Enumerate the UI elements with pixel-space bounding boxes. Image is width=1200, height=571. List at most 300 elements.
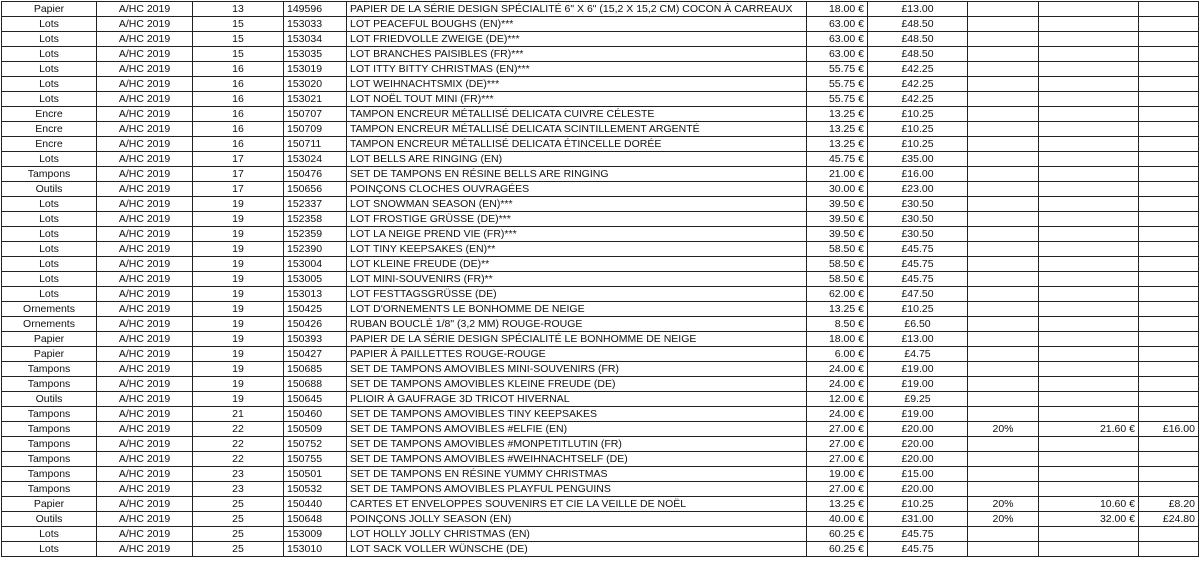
price-gbp-cell: £48.50: [868, 32, 968, 47]
sale-gbp-cell: [1139, 197, 1199, 212]
catalog-cell: A/HC 2019: [97, 437, 193, 452]
sale-eur-cell: [1039, 527, 1139, 542]
price-gbp-cell: £45.75: [868, 242, 968, 257]
sale-eur-cell: [1039, 137, 1139, 152]
price-eur-cell: 12.00 €: [807, 392, 868, 407]
category-cell: Encre: [2, 107, 97, 122]
discount-cell: [968, 197, 1039, 212]
catalog-cell: A/HC 2019: [97, 122, 193, 137]
page-cell: 13: [193, 2, 284, 17]
table-row: [2, 272, 1199, 287]
page-cell: 17: [193, 152, 284, 167]
price-eur-cell: 27.00 €: [807, 482, 868, 497]
category-cell: Encre: [2, 137, 97, 152]
sale-eur-cell: [1039, 47, 1139, 62]
sale-gbp-cell: [1139, 152, 1199, 167]
item-number-cell: 152337: [284, 197, 347, 212]
sale-gbp-cell: [1139, 482, 1199, 497]
price-gbp-cell: £19.00: [868, 377, 968, 392]
discount-cell: [968, 152, 1039, 167]
sale-gbp-cell: [1139, 437, 1199, 452]
category-cell: Lots: [2, 242, 97, 257]
description-cell: CARTES ET ENVELOPPES SOUVENIRS ET CIE LA VEILLE DE NOËL: [347, 497, 807, 512]
page-cell: 19: [193, 362, 284, 377]
catalog-cell: A/HC 2019: [97, 422, 193, 437]
item-number-cell: 150509: [284, 422, 347, 437]
item-number-cell: 150425: [284, 302, 347, 317]
price-eur-cell: 60.25 €: [807, 527, 868, 542]
sale-gbp-cell: [1139, 332, 1199, 347]
page-cell: 16: [193, 107, 284, 122]
catalog-cell: A/HC 2019: [97, 347, 193, 362]
price-gbp-cell: £10.25: [868, 107, 968, 122]
category-cell: Lots: [2, 152, 97, 167]
description-cell: LOT SACK VOLLER WÜNSCHE (DE): [347, 542, 807, 557]
price-gbp-cell: £45.75: [868, 527, 968, 542]
price-gbp-cell: £35.00: [868, 152, 968, 167]
price-eur-cell: 55.75 €: [807, 77, 868, 92]
price-eur-cell: 8.50 €: [807, 317, 868, 332]
price-eur-cell: 18.00 €: [807, 332, 868, 347]
description-cell: SET DE TAMPONS EN RÉSINE BELLS ARE RINGING: [347, 167, 807, 182]
category-cell: Encre: [2, 122, 97, 137]
price-eur-cell: 13.25 €: [807, 107, 868, 122]
description-cell: LOT FROSTIGE GRÜSSE (DE)***: [347, 212, 807, 227]
sale-gbp-cell: [1139, 542, 1199, 557]
description-cell: POINÇONS JOLLY SEASON (EN): [347, 512, 807, 527]
category-cell: Lots: [2, 212, 97, 227]
table-row: [2, 332, 1199, 347]
catalog-cell: A/HC 2019: [97, 137, 193, 152]
sale-eur-cell: 21.60 €: [1039, 422, 1139, 437]
description-cell: SET DE TAMPONS AMOVIBLES MINI-SOUVENIRS (FR): [347, 362, 807, 377]
category-cell: Lots: [2, 272, 97, 287]
sale-eur-cell: [1039, 62, 1139, 77]
page-cell: 19: [193, 257, 284, 272]
discount-cell: [968, 437, 1039, 452]
price-eur-cell: 24.00 €: [807, 362, 868, 377]
price-eur-cell: 21.00 €: [807, 167, 868, 182]
description-cell: LOT BRANCHES PAISIBLES (FR)***: [347, 47, 807, 62]
table-row: [2, 512, 1199, 527]
category-cell: Outils: [2, 512, 97, 527]
price-gbp-cell: £31.00: [868, 512, 968, 527]
discount-cell: [968, 227, 1039, 242]
sale-eur-cell: [1039, 362, 1139, 377]
price-gbp-cell: £30.50: [868, 197, 968, 212]
discount-cell: [968, 467, 1039, 482]
discount-cell: [968, 302, 1039, 317]
price-gbp-cell: £30.50: [868, 227, 968, 242]
catalog-cell: A/HC 2019: [97, 197, 193, 212]
discount-cell: [968, 107, 1039, 122]
description-cell: SET DE TAMPONS AMOVIBLES #WEIHNACHTSELF (DE): [347, 452, 807, 467]
description-cell: LOT PEACEFUL BOUGHS (EN)***: [347, 17, 807, 32]
price-eur-cell: 63.00 €: [807, 47, 868, 62]
price-eur-cell: 13.25 €: [807, 302, 868, 317]
category-cell: Ornements: [2, 317, 97, 332]
price-eur-cell: 13.25 €: [807, 137, 868, 152]
sale-eur-cell: [1039, 227, 1139, 242]
sale-gbp-cell: [1139, 347, 1199, 362]
item-number-cell: 150656: [284, 182, 347, 197]
discount-cell: [968, 527, 1039, 542]
catalog-cell: A/HC 2019: [97, 497, 193, 512]
price-eur-cell: 63.00 €: [807, 32, 868, 47]
table-row: [2, 422, 1199, 437]
sale-gbp-cell: [1139, 452, 1199, 467]
category-cell: Papier: [2, 347, 97, 362]
page-cell: 19: [193, 287, 284, 302]
description-cell: LOT KLEINE FREUDE (DE)**: [347, 257, 807, 272]
page-cell: 19: [193, 197, 284, 212]
sale-eur-cell: [1039, 77, 1139, 92]
discount-cell: [968, 272, 1039, 287]
catalog-cell: A/HC 2019: [97, 32, 193, 47]
page-cell: 19: [193, 392, 284, 407]
sale-gbp-cell: [1139, 407, 1199, 422]
table-row: [2, 452, 1199, 467]
page-cell: 16: [193, 62, 284, 77]
table-row: [2, 302, 1199, 317]
category-cell: Lots: [2, 197, 97, 212]
item-number-cell: 153005: [284, 272, 347, 287]
catalog-cell: A/HC 2019: [97, 182, 193, 197]
sale-gbp-cell: [1139, 257, 1199, 272]
category-cell: Ornements: [2, 302, 97, 317]
page-cell: 19: [193, 332, 284, 347]
catalog-cell: A/HC 2019: [97, 467, 193, 482]
sale-gbp-cell: £8.20: [1139, 497, 1199, 512]
price-gbp-cell: £10.25: [868, 122, 968, 137]
price-eur-cell: 13.25 €: [807, 122, 868, 137]
sale-eur-cell: [1039, 377, 1139, 392]
item-number-cell: 152390: [284, 242, 347, 257]
description-cell: SET DE TAMPONS AMOVIBLES TINY KEEPSAKES: [347, 407, 807, 422]
catalog-cell: A/HC 2019: [97, 527, 193, 542]
price-eur-cell: 6.00 €: [807, 347, 868, 362]
page-cell: 19: [193, 272, 284, 287]
item-number-cell: 150752: [284, 437, 347, 452]
table-row: [2, 17, 1199, 32]
sale-gbp-cell: [1139, 137, 1199, 152]
page-cell: 21: [193, 407, 284, 422]
sale-eur-cell: [1039, 347, 1139, 362]
sale-gbp-cell: [1139, 287, 1199, 302]
description-cell: LOT TINY KEEPSAKES (EN)**: [347, 242, 807, 257]
price-gbp-cell: £13.00: [868, 332, 968, 347]
price-gbp-cell: £42.25: [868, 77, 968, 92]
sale-gbp-cell: £16.00: [1139, 422, 1199, 437]
price-eur-cell: 58.50 €: [807, 242, 868, 257]
price-gbp-cell: £45.75: [868, 272, 968, 287]
page-cell: 25: [193, 527, 284, 542]
sale-eur-cell: [1039, 332, 1139, 347]
price-eur-cell: 45.75 €: [807, 152, 868, 167]
table-row: [2, 497, 1199, 512]
discount-cell: [968, 137, 1039, 152]
price-gbp-cell: £20.00: [868, 452, 968, 467]
discount-cell: [968, 257, 1039, 272]
table-row: [2, 482, 1199, 497]
description-cell: LOT MINI-SOUVENIRS (FR)**: [347, 272, 807, 287]
category-cell: Tampons: [2, 407, 97, 422]
sale-gbp-cell: [1139, 107, 1199, 122]
table-row: [2, 167, 1199, 182]
discount-cell: [968, 2, 1039, 17]
table-row: [2, 122, 1199, 137]
description-cell: PLIOIR À GAUFRAGE 3D TRICOT HIVERNAL: [347, 392, 807, 407]
description-cell: SET DE TAMPONS AMOVIBLES KLEINE FREUDE (DE): [347, 377, 807, 392]
catalog-cell: A/HC 2019: [97, 302, 193, 317]
item-number-cell: 150426: [284, 317, 347, 332]
sale-eur-cell: [1039, 542, 1139, 557]
table-row: [2, 317, 1199, 332]
discount-cell: [968, 167, 1039, 182]
description-cell: SET DE TAMPONS EN RÉSINE YUMMY CHRISTMAS: [347, 467, 807, 482]
sale-eur-cell: [1039, 407, 1139, 422]
sale-gbp-cell: [1139, 47, 1199, 62]
sale-eur-cell: [1039, 122, 1139, 137]
sale-eur-cell: [1039, 437, 1139, 452]
catalog-cell: A/HC 2019: [97, 212, 193, 227]
description-cell: SET DE TAMPONS AMOVIBLES #MONPETITLUTIN (FR): [347, 437, 807, 452]
category-cell: Lots: [2, 32, 97, 47]
price-eur-cell: 24.00 €: [807, 407, 868, 422]
table-row: [2, 182, 1199, 197]
description-cell: LOT D'ORNEMENTS LE BONHOMME DE NEIGE: [347, 302, 807, 317]
discount-cell: [968, 92, 1039, 107]
page-cell: 19: [193, 377, 284, 392]
price-gbp-cell: £10.25: [868, 302, 968, 317]
discount-cell: [968, 452, 1039, 467]
sale-eur-cell: [1039, 152, 1139, 167]
page-cell: 22: [193, 437, 284, 452]
sale-eur-cell: [1039, 197, 1139, 212]
price-eur-cell: 19.00 €: [807, 467, 868, 482]
item-number-cell: 150709: [284, 122, 347, 137]
description-cell: TAMPON ENCREUR MÉTALLISÉ DELICATA CUIVRE CÉLESTE: [347, 107, 807, 122]
table-row: [2, 212, 1199, 227]
price-gbp-cell: £42.25: [868, 92, 968, 107]
item-number-cell: 153010: [284, 542, 347, 557]
table-row: [2, 77, 1199, 92]
discount-cell: [968, 407, 1039, 422]
description-cell: LOT FESTTAGSGRÜSSE (DE): [347, 287, 807, 302]
description-cell: SET DE TAMPONS AMOVIBLES PLAYFUL PENGUINS: [347, 482, 807, 497]
table-row: [2, 32, 1199, 47]
item-number-cell: 153019: [284, 62, 347, 77]
sale-eur-cell: [1039, 287, 1139, 302]
category-cell: Lots: [2, 527, 97, 542]
discount-cell: [968, 122, 1039, 137]
category-cell: Lots: [2, 62, 97, 77]
discount-cell: [968, 542, 1039, 557]
discount-cell: [968, 17, 1039, 32]
price-eur-cell: 40.00 €: [807, 512, 868, 527]
discount-cell: [968, 332, 1039, 347]
table-row: [2, 437, 1199, 452]
page-cell: 15: [193, 32, 284, 47]
page-cell: 23: [193, 467, 284, 482]
discount-cell: [968, 32, 1039, 47]
sale-gbp-cell: [1139, 62, 1199, 77]
category-cell: Lots: [2, 257, 97, 272]
price-eur-cell: 13.25 €: [807, 497, 868, 512]
category-cell: Lots: [2, 92, 97, 107]
category-cell: Papier: [2, 2, 97, 17]
item-number-cell: 150755: [284, 452, 347, 467]
sale-eur-cell: [1039, 242, 1139, 257]
sale-eur-cell: 10.60 €: [1039, 497, 1139, 512]
page-cell: 19: [193, 212, 284, 227]
catalog-cell: A/HC 2019: [97, 482, 193, 497]
price-gbp-cell: £19.00: [868, 362, 968, 377]
sale-gbp-cell: £24.80: [1139, 512, 1199, 527]
price-eur-cell: 27.00 €: [807, 422, 868, 437]
table-row: [2, 47, 1199, 62]
item-number-cell: 150707: [284, 107, 347, 122]
catalog-cell: A/HC 2019: [97, 227, 193, 242]
item-number-cell: 153034: [284, 32, 347, 47]
page-cell: 15: [193, 17, 284, 32]
price-gbp-cell: £42.25: [868, 62, 968, 77]
sale-eur-cell: [1039, 272, 1139, 287]
discount-cell: [968, 62, 1039, 77]
price-gbp-cell: £45.75: [868, 257, 968, 272]
discount-cell: 20%: [968, 422, 1039, 437]
category-cell: Outils: [2, 392, 97, 407]
category-cell: Tampons: [2, 422, 97, 437]
table-row: [2, 467, 1199, 482]
catalog-cell: A/HC 2019: [97, 242, 193, 257]
catalog-cell: A/HC 2019: [97, 362, 193, 377]
item-number-cell: 152359: [284, 227, 347, 242]
sale-eur-cell: [1039, 257, 1139, 272]
table-row: [2, 287, 1199, 302]
sale-eur-cell: [1039, 317, 1139, 332]
discount-cell: [968, 347, 1039, 362]
price-gbp-cell: £48.50: [868, 17, 968, 32]
category-cell: Lots: [2, 287, 97, 302]
category-cell: Tampons: [2, 467, 97, 482]
sale-eur-cell: [1039, 2, 1139, 17]
price-gbp-cell: £30.50: [868, 212, 968, 227]
item-number-cell: 152358: [284, 212, 347, 227]
page-cell: 17: [193, 167, 284, 182]
description-cell: SET DE TAMPONS AMOVIBLES #ELFIE (EN): [347, 422, 807, 437]
sale-gbp-cell: [1139, 317, 1199, 332]
page-cell: 23: [193, 482, 284, 497]
discount-cell: [968, 392, 1039, 407]
price-gbp-cell: £16.00: [868, 167, 968, 182]
price-gbp-cell: £10.25: [868, 497, 968, 512]
catalog-cell: A/HC 2019: [97, 62, 193, 77]
catalog-cell: A/HC 2019: [97, 407, 193, 422]
price-gbp-cell: £20.00: [868, 422, 968, 437]
category-cell: Tampons: [2, 362, 97, 377]
sale-gbp-cell: [1139, 122, 1199, 137]
price-gbp-cell: £10.25: [868, 137, 968, 152]
sale-eur-cell: [1039, 302, 1139, 317]
price-eur-cell: 27.00 €: [807, 452, 868, 467]
page-cell: 22: [193, 452, 284, 467]
sale-gbp-cell: [1139, 527, 1199, 542]
table-row: [2, 257, 1199, 272]
category-cell: Tampons: [2, 167, 97, 182]
description-cell: LOT FRIEDVOLLE ZWEIGE (DE)***: [347, 32, 807, 47]
page-cell: 19: [193, 302, 284, 317]
page-cell: 25: [193, 497, 284, 512]
sale-gbp-cell: [1139, 227, 1199, 242]
catalog-cell: A/HC 2019: [97, 47, 193, 62]
price-eur-cell: 39.50 €: [807, 212, 868, 227]
price-eur-cell: 39.50 €: [807, 227, 868, 242]
description-cell: RUBAN BOUCLÉ 1/8" (3,2 MM) ROUGE-ROUGE: [347, 317, 807, 332]
price-gbp-cell: £48.50: [868, 47, 968, 62]
item-number-cell: 150685: [284, 362, 347, 377]
table-row: [2, 392, 1199, 407]
table-row: [2, 242, 1199, 257]
table-row: [2, 347, 1199, 362]
price-eur-cell: 55.75 €: [807, 62, 868, 77]
discount-cell: 20%: [968, 497, 1039, 512]
page-cell: 16: [193, 137, 284, 152]
table-row: [2, 407, 1199, 422]
page-cell: 16: [193, 77, 284, 92]
discount-cell: [968, 47, 1039, 62]
price-gbp-cell: £13.00: [868, 2, 968, 17]
page-cell: 17: [193, 182, 284, 197]
item-number-cell: 150532: [284, 482, 347, 497]
page-cell: 19: [193, 317, 284, 332]
sale-gbp-cell: [1139, 182, 1199, 197]
item-number-cell: 150645: [284, 392, 347, 407]
sale-gbp-cell: [1139, 17, 1199, 32]
sale-eur-cell: [1039, 482, 1139, 497]
page-cell: 25: [193, 542, 284, 557]
category-cell: Tampons: [2, 482, 97, 497]
item-number-cell: 153033: [284, 17, 347, 32]
catalog-cell: A/HC 2019: [97, 257, 193, 272]
sale-eur-cell: [1039, 17, 1139, 32]
description-cell: PAPIER DE LA SÉRIE DESIGN SPÉCIALITÉ LE BONHOMME DE NEIGE: [347, 332, 807, 347]
sale-gbp-cell: [1139, 392, 1199, 407]
sale-gbp-cell: [1139, 272, 1199, 287]
category-cell: Lots: [2, 227, 97, 242]
discount-cell: [968, 287, 1039, 302]
page-cell: 19: [193, 347, 284, 362]
catalog-cell: A/HC 2019: [97, 392, 193, 407]
price-gbp-cell: £45.75: [868, 542, 968, 557]
price-gbp-cell: £4.75: [868, 347, 968, 362]
item-number-cell: 150460: [284, 407, 347, 422]
sale-eur-cell: 32.00 €: [1039, 512, 1139, 527]
table-row: [2, 527, 1199, 542]
table-row: [2, 2, 1199, 17]
catalog-cell: A/HC 2019: [97, 317, 193, 332]
item-number-cell: 150427: [284, 347, 347, 362]
item-number-cell: 149596: [284, 2, 347, 17]
discount-cell: 20%: [968, 512, 1039, 527]
page-cell: 16: [193, 92, 284, 107]
price-gbp-cell: £19.00: [868, 407, 968, 422]
catalog-cell: A/HC 2019: [97, 287, 193, 302]
sale-gbp-cell: [1139, 2, 1199, 17]
category-cell: Lots: [2, 17, 97, 32]
sale-eur-cell: [1039, 92, 1139, 107]
sale-gbp-cell: [1139, 242, 1199, 257]
